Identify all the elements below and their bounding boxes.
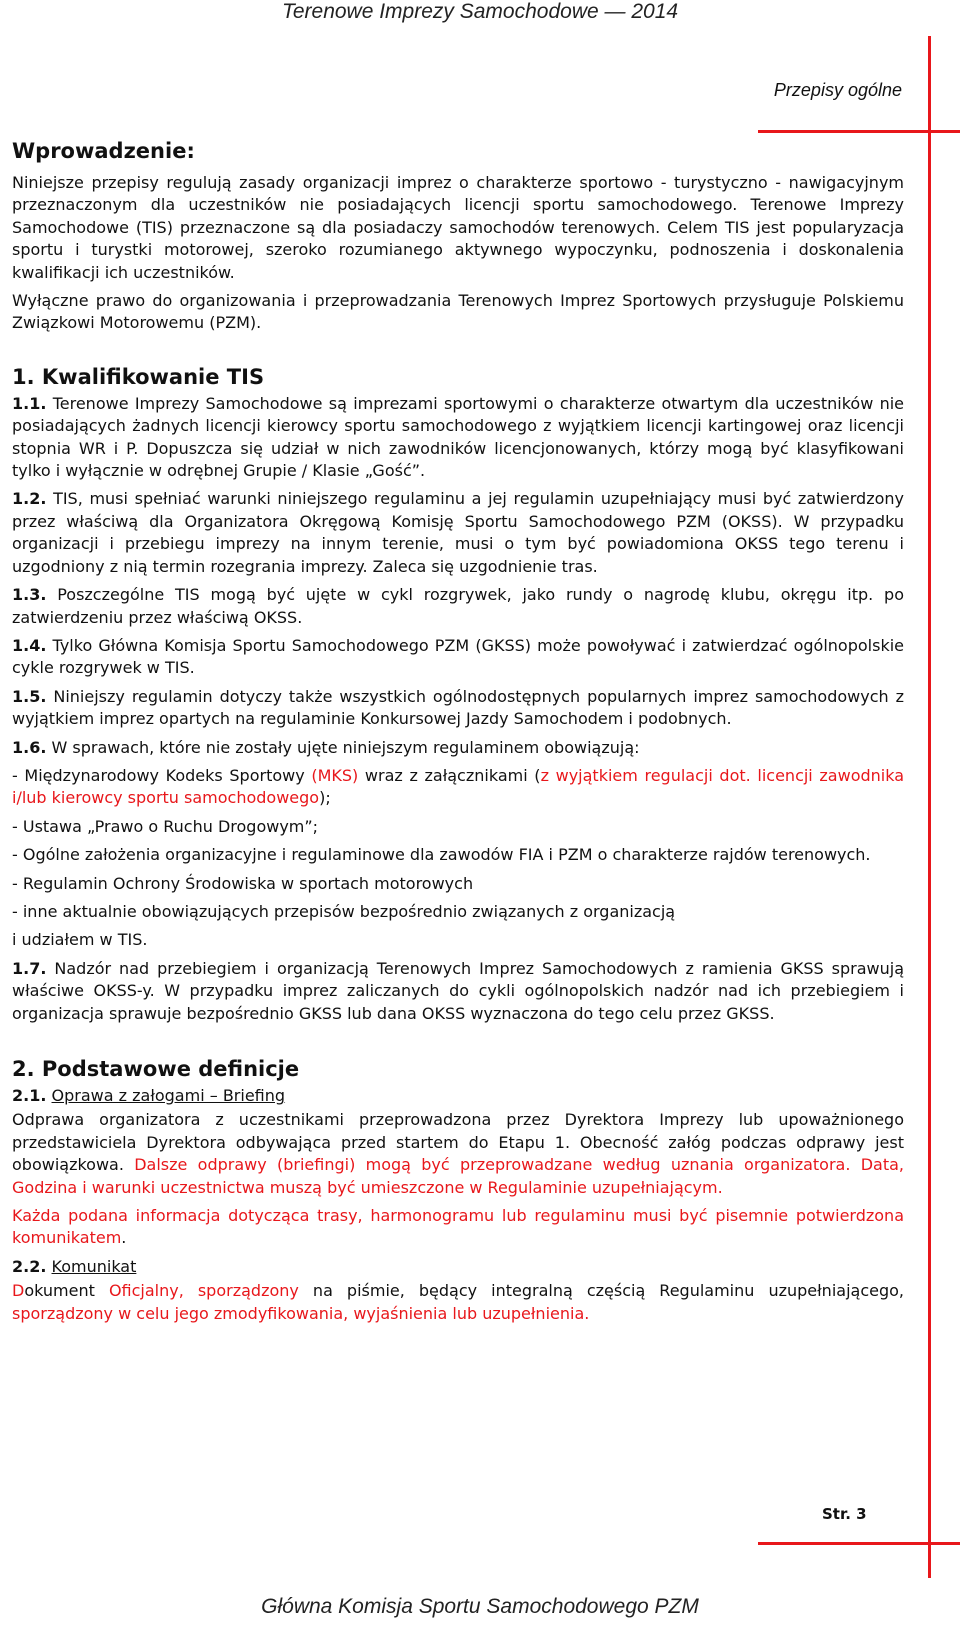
- list-item-regulamin-ochrony: - Regulamin Ochrony Środowiska w sportach motorowych: [12, 873, 474, 893]
- paragraph-number: 1.1.: [12, 393, 47, 413]
- section-1-heading: 1. Kwalifikowanie TIS: [12, 364, 265, 389]
- paragraph-1-2: [12, 488, 904, 578]
- paragraph-number: 1.7.: [12, 958, 47, 978]
- definition-2-1-note: [12, 1205, 904, 1250]
- definition-text: .: [121, 1228, 127, 1248]
- definition-text-red: sporządzony w celu jego zmodyfikowania, wyjaśnienia lub uzupełnienia.: [12, 1303, 590, 1323]
- paragraph-1-6: [12, 737, 904, 759]
- list-item-fia: - Ogólne założenia organizacyjne i regulaminowe dla zawodów FIA i PZM o charakterze rajdów terenowych.: [12, 845, 871, 865]
- paragraph-number: 2.1.: [12, 1086, 47, 1105]
- definition-text-red: Dalsze odprawy (briefingi) mogą być przeprowadzane według uznania organizatora. Data, Godzina i warunki uczestnictwa muszą być umieszczone w Regulaminie uzupełniającym.: [12, 1155, 905, 1197]
- definition-text-red: Oficjalny, sporządzony: [108, 1281, 299, 1301]
- definition-title: Komunikat: [51, 1256, 137, 1276]
- red-margin-line-vertical: [928, 36, 931, 1578]
- section-label: Przepisy ogólne: [773, 80, 902, 100]
- paragraph-1-4: [12, 635, 904, 680]
- list-text: wraz z załącznikami (: [358, 765, 541, 785]
- intro-heading: Wprowadzenie:: [12, 139, 195, 163]
- paragraph-text: Poszczególne TIS mogą być ujęte w cykl rozgrywek, jako rundy o nagrodę klubu, okręgu itp. po zatwierdzeniu przez właściwą OKSS.: [12, 585, 904, 627]
- paragraph-text: Nadzór nad przebiegiem i organizacją Terenowych Imprez Samochodowych z ramienia GKSS sprawują właściwe OKSS-y. W przypadku imprez zaliczanych do cykli ogólnopolskich nadzór nad ich przebiegiem i organizacja sprawuje bezpośrednio GKSS lub dana OKSS wyznaczona do tego celu przez GKSS.: [12, 958, 904, 1023]
- list-text-red: z wyjątkiem regulacji dot. licencji zawodnika i/lub kierowcy sportu samochodowego: [12, 765, 905, 808]
- paragraph-1-7: [12, 958, 904, 1025]
- list-item-ustawa: - Ustawa „Prawo o Ruchu Drogowym”;: [12, 816, 319, 836]
- list-text-red: (MKS): [311, 765, 359, 785]
- paragraph-1-3: [12, 584, 904, 629]
- definition-2-2-body: [12, 1280, 904, 1325]
- section-2-heading: 2. Podstawowe definicje: [12, 1057, 300, 1081]
- paragraph-number: 1.3.: [12, 585, 47, 605]
- document-footer: Główna Komisja Sportu Samochodowego PZM: [261, 1595, 699, 1618]
- paragraph-text: Terenowe Imprezy Samochodowe są imprezami sportowymi o charakterze otwartym dla uczestników nie posiadających żadnych licencji kierowcy sportu samochodowego z wyjątkiem licencji kartingowej oraz licencji stopnia WR i P. Dopuszcza się udział w nich zawodników licencjonowanych, którzy mogą być klasyfikowani tylko i wyłącznie w odrębnej Grupie / Klasie „Gość”.: [12, 393, 904, 481]
- paragraph-text: TIS, musi spełniać warunki niniejszego regulaminu a jej regulamin uzupełniający musi być zatwierdzony przez właściwą dla Organizatora Okręgową Komisję Sportu Samochodowego PZM (OKSS). W przypadku organizacji i przebiegu imprezy na innym terenie, musi o tym być powiadomiona OKSS tego terenu i uzgodniony z nią termin rozegrania imprezy. Zaleca się uzgodnienie tras.: [12, 489, 904, 576]
- paragraph-number: 1.6.: [12, 737, 47, 757]
- list-item-continuation: i udziałem w TIS.: [12, 930, 148, 950]
- definition-2-1-body: [12, 1109, 904, 1199]
- definition-text-red: D: [12, 1281, 25, 1301]
- paragraph-number: 1.2.: [12, 489, 47, 509]
- definition-text: na piśmie, będący integralną częścią Regulaminu uzupełniającego,: [298, 1281, 904, 1301]
- red-margin-line-top: [758, 130, 960, 133]
- paragraph-1-5: [12, 686, 904, 731]
- paragraph-number: 1.5.: [12, 686, 47, 706]
- definition-text: Odprawa organizatora z uczestnikami przeprowadzona przez Dyrektora Imprezy lub upoważnionego przedstawiciela Dyrektora odbywająca przed startem do Etapu 1. Obecność załóg podczas odprawy jest obowiązkowa.: [12, 1110, 904, 1175]
- list-text: );: [319, 788, 331, 808]
- intro-paragraph-2: Wyłączne prawo do organizowania i przeprowadzania Terenowych Imprez Sportowych przysługuje Polskiemu Związkowi Motorowemu (PZM).: [12, 291, 904, 333]
- list-item-mks: [12, 765, 904, 810]
- page-number: Str. 3: [822, 1505, 867, 1523]
- document-header-title: Terenowe Imprezy Samochodowe — 2014: [281, 0, 679, 23]
- definition-2-2-title: [12, 1256, 904, 1278]
- definition-2-1-title: [12, 1085, 904, 1107]
- paragraph-number: 1.4.: [12, 635, 47, 655]
- paragraph-text: Niniejszy regulamin dotyczy także wszystkich ogólnodostępnych popularnych imprez samochodowych z wyjątkiem imprez opartych na regulaminie Konkursowej Jazdy Samochodem i podobnych.: [12, 686, 904, 729]
- list-item-inne-przepisy: - inne aktualnie obowiązujących przepisów bezpośrednio związanych z organizacją: [12, 901, 676, 921]
- paragraph-text: Tylko Główna Komisja Sportu Samochodowego PZM (GKSS) może powoływać i zatwierdzać ogólnopolskie cykle rozgrywek w TIS.: [12, 635, 904, 678]
- definition-text: okument: [24, 1281, 109, 1301]
- paragraph-number: 2.2.: [12, 1256, 47, 1276]
- document-body: [12, 138, 904, 1331]
- definition-text-red: Każda podana informacja dotycząca trasy, harmonogramu lub regulaminu musi być pisemnie potwierdzona komunikatem: [12, 1206, 904, 1248]
- list-text: - Międzynarodowy Kodeks Sportowy: [12, 765, 312, 785]
- paragraph-text: W sprawach, które nie zostały ujęte niniejszym regulaminem obowiązują:: [46, 737, 640, 757]
- paragraph-1-1: [12, 393, 904, 483]
- definition-title: Oprawa z załogami – Briefing: [51, 1086, 286, 1105]
- red-margin-line-bottom: [758, 1542, 960, 1545]
- intro-paragraph-1: Niniejsze przepisy regulują zasady organizacji imprez o charakterze sportowo - turystyczno - nawigacyjnym przeznaczonym dla uczestników nie posiadających licencji sportu samochodowego. Terenowe Imprezy Samochodowe (TIS) przeznaczone są dla posiadaczy samochodów terenowych. Celem TIS jest popularyzacja sportu i turystki motorowej, szeroko rozumianego aktywnego wypoczynku, podnoszenia i doskonalenia kwalifikacji ich uczestników.: [12, 173, 904, 282]
